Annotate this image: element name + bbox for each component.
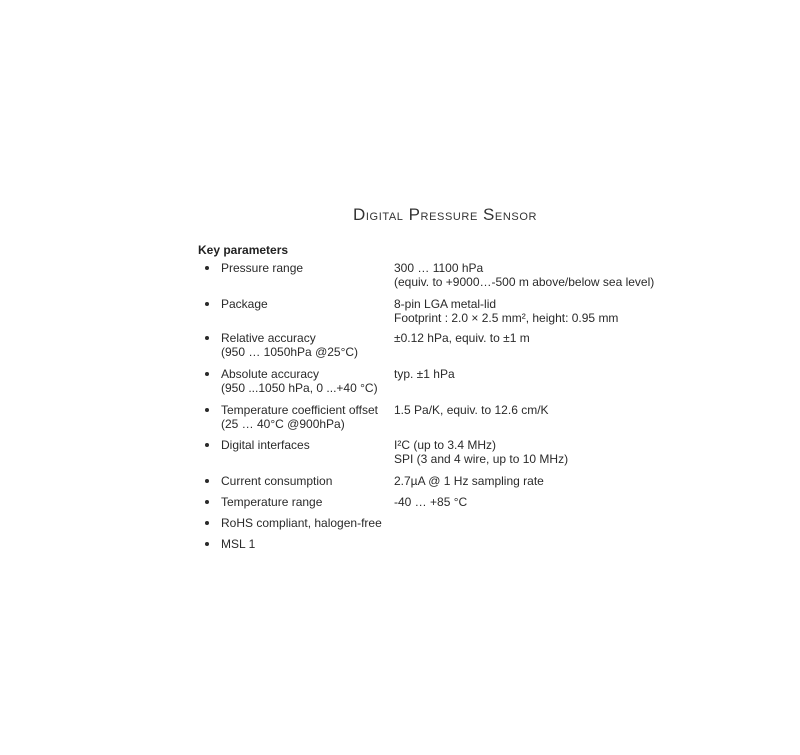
parameter-value-line: I²C (up to 3.4 MHz) xyxy=(394,438,497,452)
bullet-icon xyxy=(205,542,209,546)
parameter-value-line: SPI (3 and 4 wire, up to 10 MHz) xyxy=(394,452,569,466)
page-title xyxy=(353,205,537,225)
parameter-label-line: Temperature coefficient offset xyxy=(221,403,378,417)
parameter-value xyxy=(394,261,754,289)
parameter-value xyxy=(394,297,754,325)
title-rest-3: ensor xyxy=(494,207,538,224)
parameter-label xyxy=(221,261,391,275)
parameter-label-line: Digital interfaces xyxy=(221,438,310,452)
parameter-label xyxy=(221,537,391,551)
parameter-value xyxy=(394,495,754,509)
bullet-icon xyxy=(205,521,209,525)
parameter-label xyxy=(221,438,391,452)
parameter-value-line: ±0.12 hPa, equiv. to ±1 m xyxy=(394,331,530,345)
parameter-label-line: (25 … 40°C @900hPa) xyxy=(221,417,345,431)
bullet-icon xyxy=(205,266,209,270)
parameter-label-line: Current consumption xyxy=(221,474,333,488)
title-rest-2: ressure xyxy=(420,207,478,224)
parameter-value-line: -40 … +85 °C xyxy=(394,495,468,509)
parameter-label-line: Relative accuracy xyxy=(221,331,316,345)
parameter-label-line: Absolute accuracy xyxy=(221,367,320,381)
bullet-icon xyxy=(205,443,209,447)
parameter-value-line: 2.7µA @ 1 Hz sampling rate xyxy=(394,474,544,488)
parameter-value xyxy=(394,438,754,466)
parameter-value xyxy=(394,367,754,381)
section-heading: Key parameters xyxy=(198,243,289,257)
title-rest-1: igital xyxy=(365,207,404,224)
parameter-value-line: 1.5 Pa/K, equiv. to 12.6 cm/K xyxy=(394,403,549,417)
parameter-label-line: Package xyxy=(221,297,268,311)
parameter-label xyxy=(221,474,391,488)
parameter-value-line: typ. ±1 hPa xyxy=(394,367,455,381)
parameter-label xyxy=(221,367,391,395)
parameter-value-line: (equiv. to +9000…-500 m above/below sea level) xyxy=(394,275,655,289)
parameter-label xyxy=(221,495,391,509)
parameter-label-line: RoHS compliant, halogen-free xyxy=(221,516,382,530)
title-cap-1: D xyxy=(353,205,366,224)
parameter-value-line: 8-pin LGA metal-lid xyxy=(394,297,497,311)
bullet-icon xyxy=(205,479,209,483)
bullet-icon xyxy=(205,302,209,306)
bullet-icon xyxy=(205,336,209,340)
bullet-icon xyxy=(205,372,209,376)
parameter-label xyxy=(221,331,391,359)
bullet-icon xyxy=(205,408,209,412)
parameter-label-line: Temperature range xyxy=(221,495,323,509)
parameter-label-line: (950 ...1050 hPa, 0 ...+40 °C) xyxy=(221,381,378,395)
parameter-value xyxy=(394,474,754,488)
parameter-label xyxy=(221,403,391,431)
parameter-label-line: (950 … 1050hPa @25°C) xyxy=(221,345,359,359)
parameter-label-line: Pressure range xyxy=(221,261,304,275)
title-cap-3: S xyxy=(482,205,495,224)
parameter-label xyxy=(221,516,391,530)
parameter-value xyxy=(394,331,754,345)
parameter-value-line: Footprint : 2.0 × 2.5 mm², height: 0.95 mm xyxy=(394,311,619,325)
parameter-value xyxy=(394,403,754,417)
bullet-icon xyxy=(205,500,209,504)
parameter-value-line: 300 … 1100 hPa xyxy=(394,261,484,275)
title-cap-2: P xyxy=(408,205,421,224)
parameter-label-line: MSL 1 xyxy=(221,537,256,551)
parameter-label xyxy=(221,297,391,311)
